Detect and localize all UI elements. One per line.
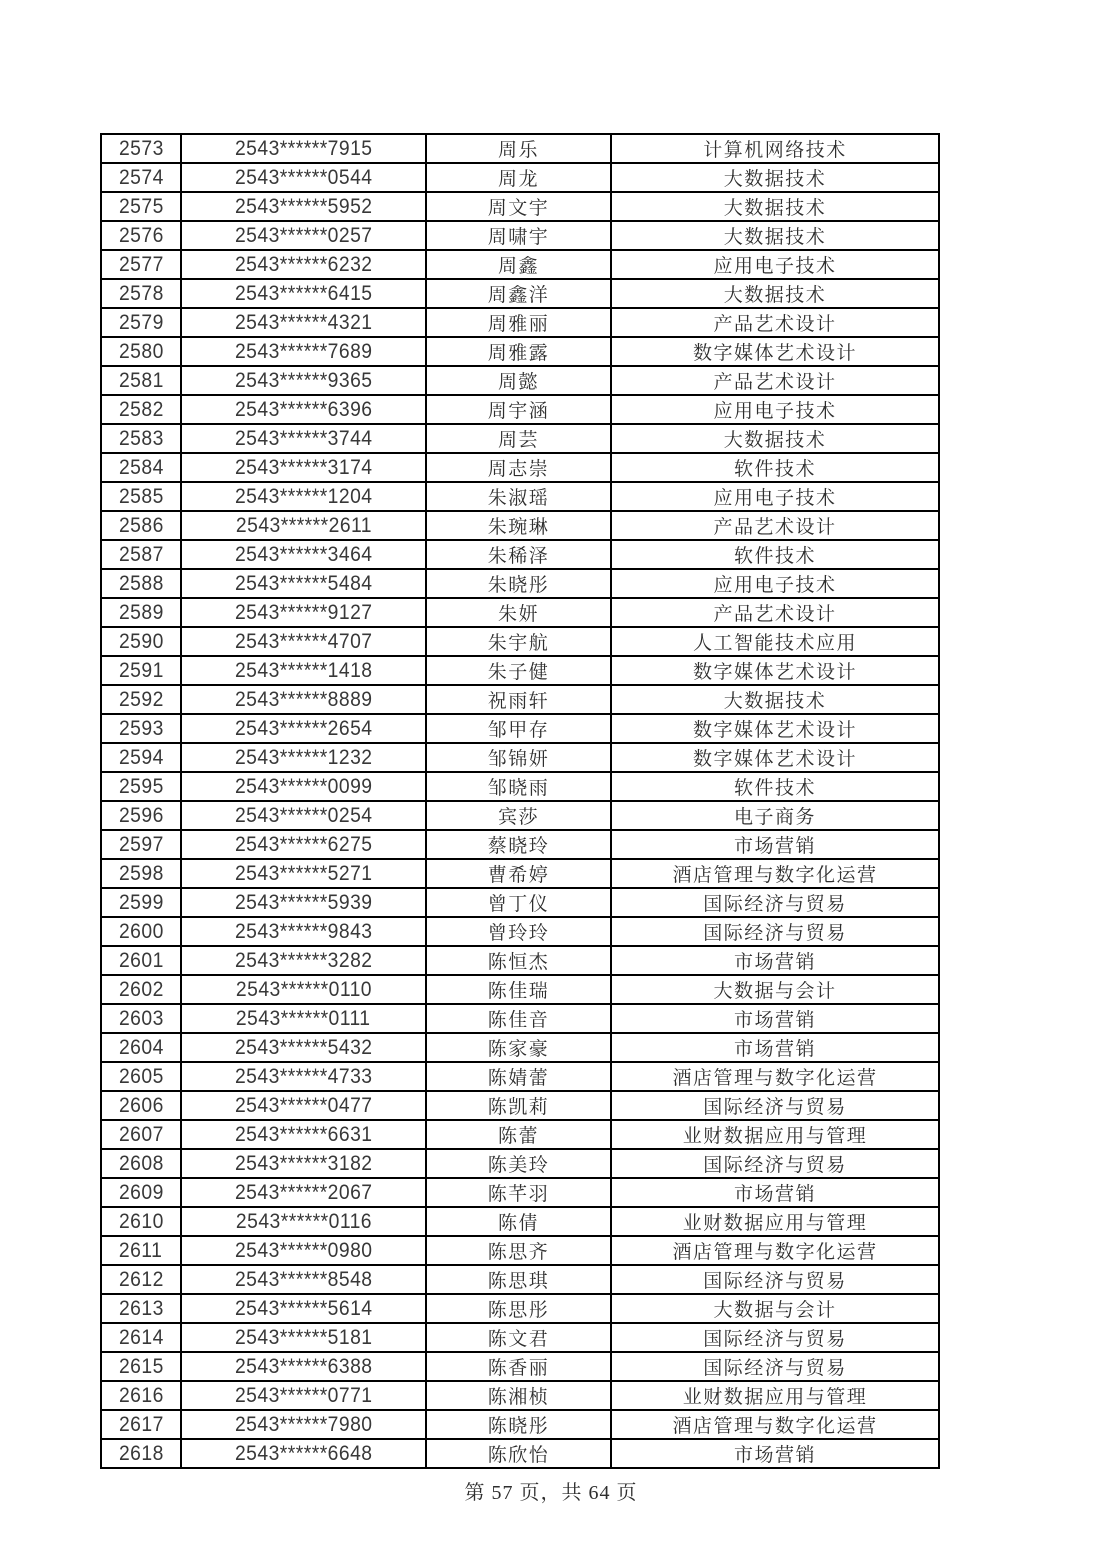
table-row xyxy=(101,1091,939,1120)
cell-id: 2543******1418 xyxy=(181,656,426,685)
roster-body xyxy=(101,134,939,1468)
cell-id: 2543******1204 xyxy=(181,482,426,511)
cell-id: 2543******6648 xyxy=(181,1439,426,1468)
cell-id: 2543******6232 xyxy=(181,250,426,279)
table-row xyxy=(101,1381,939,1410)
cell-name: 陈恒杰 xyxy=(426,946,611,975)
cell-number: 2587 xyxy=(101,540,181,569)
cell-number: 2599 xyxy=(101,888,181,917)
table-row xyxy=(101,569,939,598)
cell-number: 2590 xyxy=(101,627,181,656)
cell-name: 周文宇 xyxy=(426,192,611,221)
cell-id: 2543******3182 xyxy=(181,1149,426,1178)
cell-id: 2543******4733 xyxy=(181,1062,426,1091)
cell-major: 国际经济与贸易 xyxy=(611,1149,939,1178)
cell-number: 2580 xyxy=(101,337,181,366)
table-row xyxy=(101,250,939,279)
cell-major: 应用电子技术 xyxy=(611,569,939,598)
cell-major: 业财数据应用与管理 xyxy=(611,1207,939,1236)
cell-name: 陈婧蕾 xyxy=(426,1062,611,1091)
cell-major: 国际经济与贸易 xyxy=(611,1323,939,1352)
cell-name: 陈家豪 xyxy=(426,1033,611,1062)
table-row xyxy=(101,1236,939,1265)
cell-major: 市场营销 xyxy=(611,1004,939,1033)
cell-number: 2612 xyxy=(101,1265,181,1294)
cell-number: 2578 xyxy=(101,279,181,308)
cell-id: 2543******0254 xyxy=(181,801,426,830)
cell-name: 陈思彤 xyxy=(426,1294,611,1323)
cell-name: 陈蕾 xyxy=(426,1120,611,1149)
page-footer xyxy=(0,1476,1102,1505)
cell-major: 市场营销 xyxy=(611,830,939,859)
cell-id: 2543******5939 xyxy=(181,888,426,917)
cell-id: 2543******6275 xyxy=(181,830,426,859)
cell-major: 大数据技术 xyxy=(611,685,939,714)
cell-major: 数字媒体艺术设计 xyxy=(611,337,939,366)
cell-id: 2543******0111 xyxy=(181,1004,426,1033)
cell-name: 周鑫 xyxy=(426,250,611,279)
cell-major: 业财数据应用与管理 xyxy=(611,1120,939,1149)
table-row xyxy=(101,859,939,888)
cell-name: 宾莎 xyxy=(426,801,611,830)
cell-id: 2543******5614 xyxy=(181,1294,426,1323)
cell-id: 2543******0116 xyxy=(181,1207,426,1236)
cell-major: 人工智能技术应用 xyxy=(611,627,939,656)
table-row xyxy=(101,221,939,250)
cell-name: 陈倩 xyxy=(426,1207,611,1236)
cell-name: 朱琬琳 xyxy=(426,511,611,540)
table-row xyxy=(101,511,939,540)
table-row xyxy=(101,1323,939,1352)
cell-major: 产品艺术设计 xyxy=(611,308,939,337)
cell-id: 2543******5271 xyxy=(181,859,426,888)
cell-major: 国际经济与贸易 xyxy=(611,1352,939,1381)
table-row xyxy=(101,192,939,221)
cell-number: 2585 xyxy=(101,482,181,511)
cell-id: 2543******0771 xyxy=(181,1381,426,1410)
cell-id: 2543******9127 xyxy=(181,598,426,627)
cell-id: 2543******6631 xyxy=(181,1120,426,1149)
cell-number: 2614 xyxy=(101,1323,181,1352)
cell-id: 2543******6396 xyxy=(181,395,426,424)
table-row xyxy=(101,627,939,656)
cell-number: 2583 xyxy=(101,424,181,453)
cell-id: 2543******5181 xyxy=(181,1323,426,1352)
cell-number: 2618 xyxy=(101,1439,181,1468)
table-row xyxy=(101,279,939,308)
cell-name: 朱稀泽 xyxy=(426,540,611,569)
cell-major: 国际经济与贸易 xyxy=(611,917,939,946)
cell-number: 2573 xyxy=(101,134,181,163)
cell-number: 2589 xyxy=(101,598,181,627)
cell-major: 酒店管理与数字化运营 xyxy=(611,1410,939,1439)
cell-number: 2576 xyxy=(101,221,181,250)
table-row xyxy=(101,830,939,859)
cell-major: 计算机网络技术 xyxy=(611,134,939,163)
table-row xyxy=(101,1207,939,1236)
cell-id: 2543******8548 xyxy=(181,1265,426,1294)
table-row xyxy=(101,134,939,163)
cell-name: 陈思齐 xyxy=(426,1236,611,1265)
cell-major: 国际经济与贸易 xyxy=(611,888,939,917)
cell-major: 数字媒体艺术设计 xyxy=(611,714,939,743)
cell-id: 2543******4707 xyxy=(181,627,426,656)
table-row xyxy=(101,946,939,975)
cell-name: 周芸 xyxy=(426,424,611,453)
table-row xyxy=(101,888,939,917)
cell-number: 2607 xyxy=(101,1120,181,1149)
cell-id: 2543******2654 xyxy=(181,714,426,743)
cell-id: 2543******0980 xyxy=(181,1236,426,1265)
cell-major: 数字媒体艺术设计 xyxy=(611,656,939,685)
cell-major: 大数据技术 xyxy=(611,163,939,192)
cell-number: 2611 xyxy=(101,1236,181,1265)
cell-name: 陈文君 xyxy=(426,1323,611,1352)
cell-major: 产品艺术设计 xyxy=(611,366,939,395)
cell-major: 数字媒体艺术设计 xyxy=(611,743,939,772)
cell-major: 软件技术 xyxy=(611,772,939,801)
cell-id: 2543******3282 xyxy=(181,946,426,975)
cell-major: 大数据与会计 xyxy=(611,1294,939,1323)
cell-id: 2543******3464 xyxy=(181,540,426,569)
cell-name: 陈思琪 xyxy=(426,1265,611,1294)
table-row xyxy=(101,1062,939,1091)
cell-id: 2543******0544 xyxy=(181,163,426,192)
cell-major: 国际经济与贸易 xyxy=(611,1265,939,1294)
cell-number: 2586 xyxy=(101,511,181,540)
cell-number: 2575 xyxy=(101,192,181,221)
cell-name: 祝雨轩 xyxy=(426,685,611,714)
cell-id: 2543******7689 xyxy=(181,337,426,366)
cell-name: 周啸宇 xyxy=(426,221,611,250)
cell-number: 2601 xyxy=(101,946,181,975)
table-row xyxy=(101,540,939,569)
cell-number: 2593 xyxy=(101,714,181,743)
cell-id: 2543******2067 xyxy=(181,1178,426,1207)
roster-table xyxy=(100,133,940,1469)
cell-name: 朱宇航 xyxy=(426,627,611,656)
table-row xyxy=(101,1178,939,1207)
cell-id: 2543******0477 xyxy=(181,1091,426,1120)
cell-id: 2543******9365 xyxy=(181,366,426,395)
cell-number: 2591 xyxy=(101,656,181,685)
cell-number: 2613 xyxy=(101,1294,181,1323)
table-row xyxy=(101,424,939,453)
cell-number: 2610 xyxy=(101,1207,181,1236)
cell-number: 2609 xyxy=(101,1178,181,1207)
table-row xyxy=(101,772,939,801)
cell-major: 国际经济与贸易 xyxy=(611,1091,939,1120)
cell-name: 周宇涵 xyxy=(426,395,611,424)
cell-number: 2605 xyxy=(101,1062,181,1091)
cell-major: 酒店管理与数字化运营 xyxy=(611,859,939,888)
cell-major: 软件技术 xyxy=(611,453,939,482)
cell-name: 周雅露 xyxy=(426,337,611,366)
table-row xyxy=(101,163,939,192)
cell-major: 市场营销 xyxy=(611,1178,939,1207)
cell-number: 2604 xyxy=(101,1033,181,1062)
table-row xyxy=(101,917,939,946)
cell-name: 蔡晓玲 xyxy=(426,830,611,859)
table-row xyxy=(101,1294,939,1323)
cell-id: 2543******6388 xyxy=(181,1352,426,1381)
cell-number: 2600 xyxy=(101,917,181,946)
cell-id: 2543******0099 xyxy=(181,772,426,801)
table-row xyxy=(101,685,939,714)
cell-major: 市场营销 xyxy=(611,946,939,975)
table-row xyxy=(101,1033,939,1062)
cell-name: 曾玲玲 xyxy=(426,917,611,946)
cell-number: 2596 xyxy=(101,801,181,830)
cell-major: 应用电子技术 xyxy=(611,395,939,424)
cell-id: 2543******0110 xyxy=(181,975,426,1004)
cell-name: 陈凯莉 xyxy=(426,1091,611,1120)
cell-name: 曾丁仪 xyxy=(426,888,611,917)
table-row xyxy=(101,1120,939,1149)
cell-id: 2543******1232 xyxy=(181,743,426,772)
cell-id: 2543******0257 xyxy=(181,221,426,250)
cell-number: 2598 xyxy=(101,859,181,888)
cell-id: 2543******3174 xyxy=(181,453,426,482)
cell-number: 2579 xyxy=(101,308,181,337)
table-row xyxy=(101,366,939,395)
cell-major: 大数据与会计 xyxy=(611,975,939,1004)
cell-id: 2543******8889 xyxy=(181,685,426,714)
cell-number: 2597 xyxy=(101,830,181,859)
table-row xyxy=(101,308,939,337)
cell-name: 周鑫洋 xyxy=(426,279,611,308)
cell-number: 2581 xyxy=(101,366,181,395)
cell-name: 周雅丽 xyxy=(426,308,611,337)
table-row xyxy=(101,1149,939,1178)
table-row xyxy=(101,656,939,685)
table-row xyxy=(101,1265,939,1294)
cell-name: 陈佳音 xyxy=(426,1004,611,1033)
cell-name: 周乐 xyxy=(426,134,611,163)
cell-number: 2602 xyxy=(101,975,181,1004)
cell-major: 大数据技术 xyxy=(611,424,939,453)
cell-number: 2584 xyxy=(101,453,181,482)
cell-name: 陈湘桢 xyxy=(426,1381,611,1410)
table-row xyxy=(101,1439,939,1468)
cell-id: 2543******3744 xyxy=(181,424,426,453)
cell-name: 邹甲存 xyxy=(426,714,611,743)
cell-id: 2543******9843 xyxy=(181,917,426,946)
cell-major: 业财数据应用与管理 xyxy=(611,1381,939,1410)
cell-number: 2577 xyxy=(101,250,181,279)
cell-name: 陈欣怡 xyxy=(426,1439,611,1468)
cell-number: 2588 xyxy=(101,569,181,598)
cell-id: 2543******7915 xyxy=(181,134,426,163)
cell-major: 产品艺术设计 xyxy=(611,511,939,540)
cell-number: 2592 xyxy=(101,685,181,714)
cell-name: 陈晓彤 xyxy=(426,1410,611,1439)
cell-name: 周龙 xyxy=(426,163,611,192)
table-row xyxy=(101,598,939,627)
cell-number: 2606 xyxy=(101,1091,181,1120)
cell-number: 2603 xyxy=(101,1004,181,1033)
cell-number: 2616 xyxy=(101,1381,181,1410)
cell-major: 大数据技术 xyxy=(611,221,939,250)
cell-name: 朱晓彤 xyxy=(426,569,611,598)
cell-major: 酒店管理与数字化运营 xyxy=(611,1062,939,1091)
cell-id: 2543******2611 xyxy=(181,511,426,540)
cell-name: 周懿 xyxy=(426,366,611,395)
cell-number: 2582 xyxy=(101,395,181,424)
cell-name: 陈芊羽 xyxy=(426,1178,611,1207)
cell-name: 邹晓雨 xyxy=(426,772,611,801)
cell-name: 陈佳瑞 xyxy=(426,975,611,1004)
cell-id: 2543******5484 xyxy=(181,569,426,598)
cell-name: 邹锦妍 xyxy=(426,743,611,772)
table-row xyxy=(101,714,939,743)
table-row xyxy=(101,337,939,366)
cell-name: 陈香丽 xyxy=(426,1352,611,1381)
cell-major: 市场营销 xyxy=(611,1033,939,1062)
table-row xyxy=(101,801,939,830)
cell-number: 2617 xyxy=(101,1410,181,1439)
cell-major: 大数据技术 xyxy=(611,192,939,221)
cell-number: 2595 xyxy=(101,772,181,801)
table-row xyxy=(101,975,939,1004)
cell-name: 曹希婷 xyxy=(426,859,611,888)
cell-name: 朱妍 xyxy=(426,598,611,627)
cell-major: 市场营销 xyxy=(611,1439,939,1468)
table-row xyxy=(101,1410,939,1439)
cell-major: 软件技术 xyxy=(611,540,939,569)
table-row xyxy=(101,482,939,511)
cell-id: 2543******5432 xyxy=(181,1033,426,1062)
cell-major: 大数据技术 xyxy=(611,279,939,308)
table-row xyxy=(101,743,939,772)
cell-name: 朱子健 xyxy=(426,656,611,685)
cell-name: 周志崇 xyxy=(426,453,611,482)
cell-id: 2543******5952 xyxy=(181,192,426,221)
cell-name: 陈美玲 xyxy=(426,1149,611,1178)
cell-major: 应用电子技术 xyxy=(611,250,939,279)
cell-major: 应用电子技术 xyxy=(611,482,939,511)
cell-number: 2574 xyxy=(101,163,181,192)
cell-major: 产品艺术设计 xyxy=(611,598,939,627)
cell-number: 2608 xyxy=(101,1149,181,1178)
cell-number: 2615 xyxy=(101,1352,181,1381)
table-row xyxy=(101,1004,939,1033)
table-row xyxy=(101,453,939,482)
table-row xyxy=(101,1352,939,1381)
cell-id: 2543******6415 xyxy=(181,279,426,308)
cell-major: 电子商务 xyxy=(611,801,939,830)
page-number-text: 第 57 页，共 64 页 xyxy=(464,1482,638,1504)
cell-id: 2543******7980 xyxy=(181,1410,426,1439)
table-row xyxy=(101,395,939,424)
cell-id: 2543******4321 xyxy=(181,308,426,337)
cell-number: 2594 xyxy=(101,743,181,772)
cell-major: 酒店管理与数字化运营 xyxy=(611,1236,939,1265)
cell-name: 朱淑瑶 xyxy=(426,482,611,511)
